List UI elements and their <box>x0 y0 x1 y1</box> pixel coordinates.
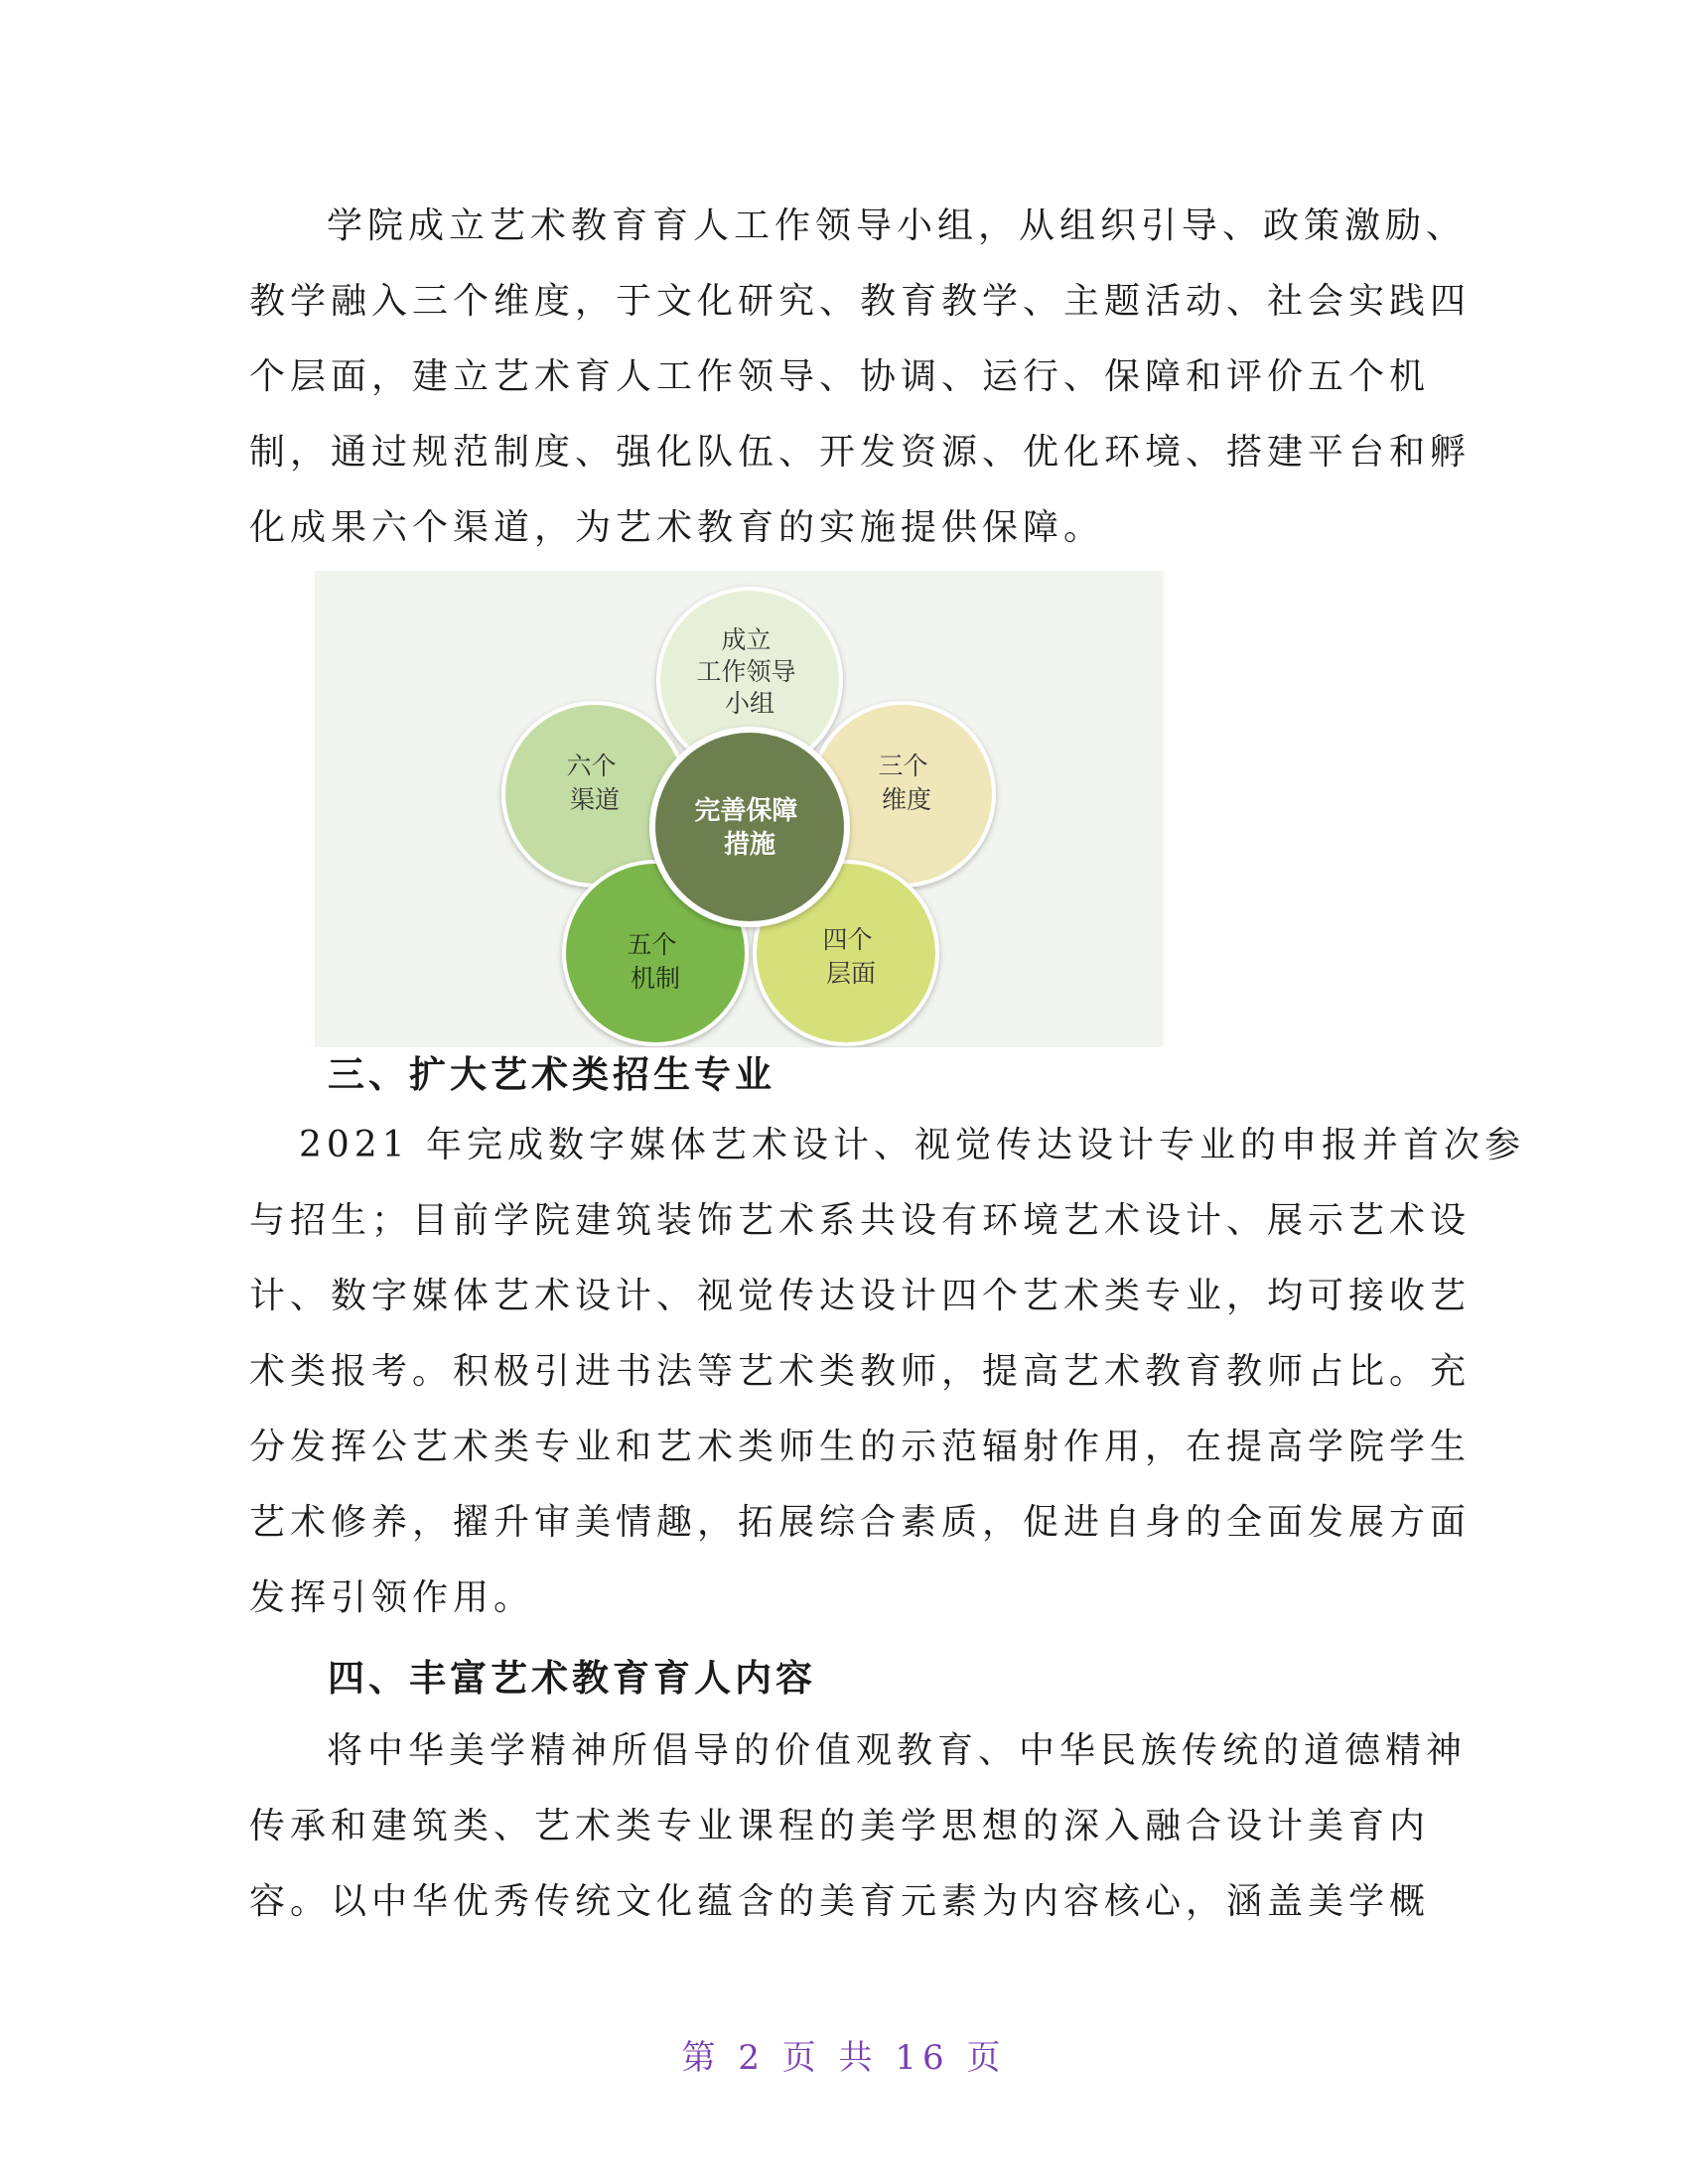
center-label: 完善保障 措施 <box>694 795 798 859</box>
section-4-heading: 四、丰富艺术教育育人内容 <box>328 1656 816 1700</box>
section-3-body <box>249 1108 1526 1636</box>
text-line: 教学融入三个维度，于文化研究、教育教学、主题活动、社会实践四 <box>249 281 1472 322</box>
flower-diagram-svg <box>315 571 1164 1047</box>
page-footer: 第 2 页 共 16 页 <box>681 2038 1007 2078</box>
measures-diagram <box>315 571 1164 1047</box>
text-line: 艺术修养，擢升审美情趣，拓展综合素质，促进自身的全面发展方面 <box>249 1502 1472 1543</box>
petal-right-label: 三个 维度 <box>878 752 932 814</box>
section-3-heading: 三、扩大艺术类招生专业 <box>328 1052 775 1096</box>
text-line: 将中华美学精神所倡导的价值观教育、中华民族传统的道德精神 <box>327 1730 1468 1771</box>
petal-left-label: 六个 渠道 <box>566 752 621 814</box>
petal-bottom-left-label: 五个 机制 <box>627 931 681 993</box>
petal-bottom-right-label: 四个 层面 <box>822 926 877 988</box>
text-line: 术类报考。积极引进书法等艺术类教师，提高艺术教育教师占比。充 <box>249 1351 1472 1392</box>
petal-top-label: 成立 工作领导 小组 <box>696 626 796 718</box>
text-line: 容。以中华优秀传统文化蕴含的美育元素为内容核心，涵盖美学概 <box>249 1881 1431 1922</box>
text-line: 学院成立艺术教育育人工作领导小组，从组织引导、政策激励、 <box>327 205 1468 246</box>
text-line: 制，通过规范制度、强化队伍、开发资源、优化环境、搭建平台和孵 <box>249 432 1472 473</box>
paragraph-intro <box>249 189 1472 566</box>
text-line: 化成果六个渠道，为艺术教育的实施提供保障。 <box>249 507 1105 548</box>
text-line: 发挥引领作用。 <box>249 1577 535 1618</box>
text-line: 与招生；目前学院建筑装饰艺术系共设有环境艺术设计、展示艺术设 <box>249 1200 1472 1241</box>
text-line: 个层面，建立艺术育人工作领导、协调、运行、保障和评价五个机 <box>249 356 1431 397</box>
text-line: 传承和建筑类、艺术类专业课程的美学思想的深入融合设计美育内 <box>249 1806 1431 1846</box>
section-4-body <box>249 1713 1468 1940</box>
text-line: 2021 年完成数字媒体艺术设计、视觉传达设计专业的申报并首次参 <box>299 1125 1526 1165</box>
center-circle <box>652 730 847 924</box>
text-line: 分发挥公艺术类专业和艺术类师生的示范辐射作用，在提高学院学生 <box>249 1427 1472 1467</box>
text-line: 计、数字媒体艺术设计、视觉传达设计四个艺术类专业，均可接收艺 <box>249 1276 1472 1316</box>
